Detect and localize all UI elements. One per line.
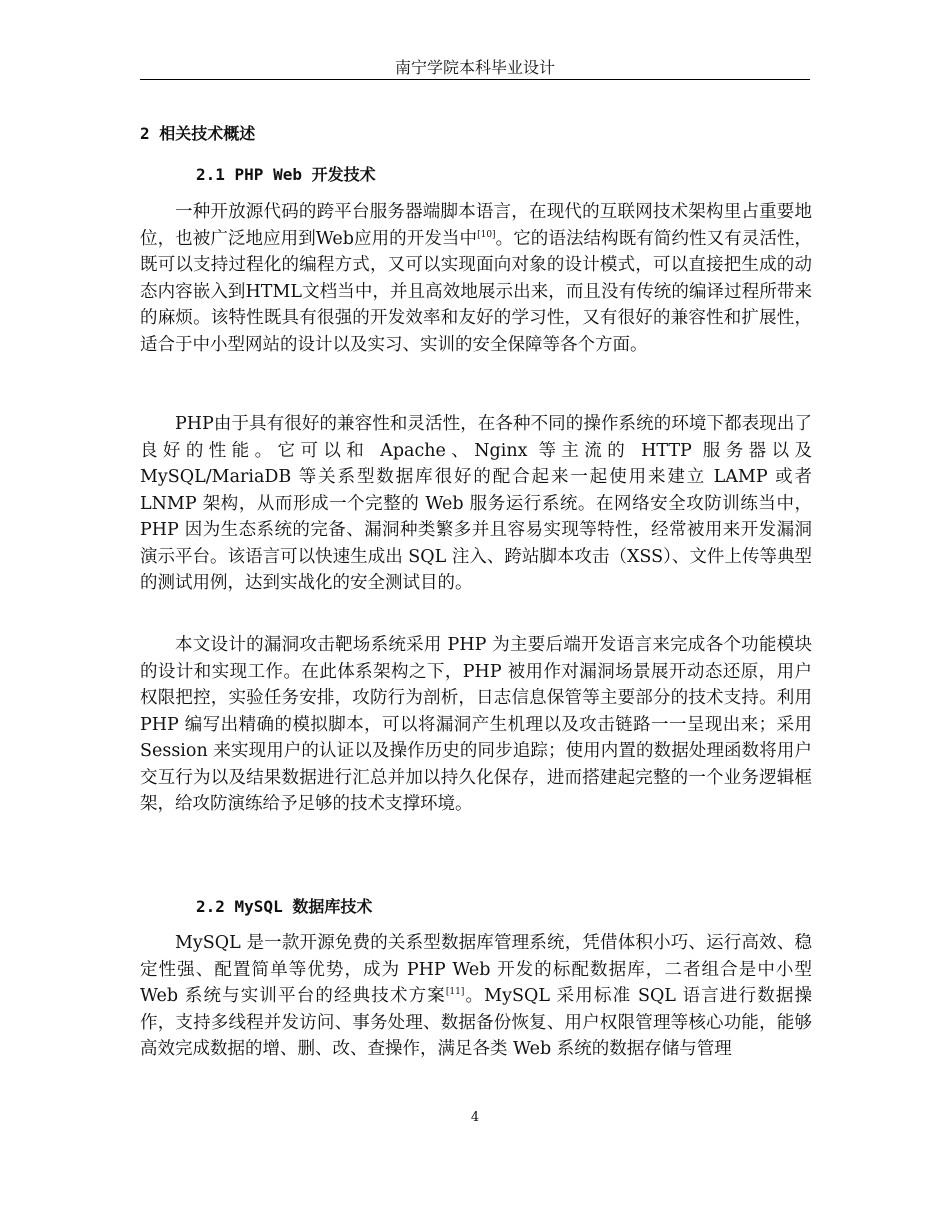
page-number: 4 bbox=[470, 1110, 480, 1125]
paragraph-mysql-intro-text-a: MySQL 是一款开源免费的关系型数据库管理系统，凭借体积小巧、运行高效、稳定性强、配置简单等优势，成为 PHP Web 开发的标配数据库，二者组合是中小型 Web 系统与实训平台的经典技术方案 bbox=[140, 933, 812, 1006]
paragraph-php-intro-text-b: 。它的语法结构既有简约性又有灵活性，既可以支持过程化的编程方式，又可以实现面向对象的设计模式，可以直接把生成的动态内容嵌入到HTML文档当中，并且高效地展示出来，而且没有传统的编译过程所带来的麻烦。该特性既具有很强的开发效率和友好的学习性，又有很好的兼容性和扩展性，适合于中小型网站的设计以及实习、实训的安全保障等各个方面。 bbox=[140, 228, 813, 355]
paragraph-php-range-system: 本文设计的漏洞攻击靶场系统采用 PHP 为主要后端开发语言来完成各个功能模块的设计和实现工作。在此体系架构之下，PHP 被用作对漏洞场景展开动态还原，用户权限把控，实验任务安排，攻防行为剖析，日志信息保管等主要部分的技术支持。利用 PHP 编写出精确的模拟脚本，可以将漏洞产生机理以及攻击链路一一呈现出来；采用 Session 来实现用户的认证以及操作历史的同步追踪；使用内置的数据处理函数将用户交互行为以及结果数据进行汇总并加以持久化保存，进而搭建起完整的一个业务逻辑框架，给攻防演练给予足够的技术支撑环境。 bbox=[140, 635, 812, 814]
subsection-heading-php: 2.1 PHP Web 开发技术 bbox=[196, 165, 376, 184]
paragraph-mysql-intro bbox=[140, 930, 812, 1063]
citation-ref-10: [10] bbox=[477, 229, 496, 240]
page-header bbox=[140, 58, 810, 80]
paragraph-php-intro-text-a: 一种开放源代码的跨平台服务器端脚本语言，在现代的互联网技术架构里占重要地位，也被广泛地应用到Web应用的开发当中 bbox=[140, 202, 812, 249]
citation-ref-11: [11] bbox=[445, 987, 465, 998]
paragraph-mysql-intro-text-b: 。MySQL 采用标准 SQL 语言进行数据操作，支持多线程并发访问、事务处理、数据备份恢复、用户权限管理等核心功能，能够高效完成数据的增、删、改、查操作，满足各类 Web 系统的数据存储与管理 bbox=[140, 986, 813, 1059]
paragraph-php-compat: PHP由于具有很好的兼容性和灵活性，在各种不同的操作系统的环境下都表现出了良好的性能。它可以和 Apache、Nginx 等主流的 HTTP 服务器以及 MySQL/MariaDB 等关系型数据库很好的配合起来一起使用来建立 LAMP 或者 LNMP 架构，从而形成一个完整的 Web 服务运行系统。在网络安全攻防训练当中，PHP 因为生态系统的完备、漏洞种类繁多并且容易实现等特性，经常被用来开发漏洞演示平台。该语言可以快速生成出 SQL 注入、跨站脚本攻击（XSS）、文件上传等典型的测试用例，达到实战化的安全测试目的。 bbox=[140, 414, 812, 593]
subsection-heading-mysql: 2.2 MySQL 数据库技术 bbox=[196, 897, 373, 916]
page-header-title: 南宁学院本科毕业设计 bbox=[394, 58, 555, 77]
section-heading: 2 相关技术概述 bbox=[140, 124, 256, 143]
paragraph-php-intro bbox=[140, 199, 812, 358]
